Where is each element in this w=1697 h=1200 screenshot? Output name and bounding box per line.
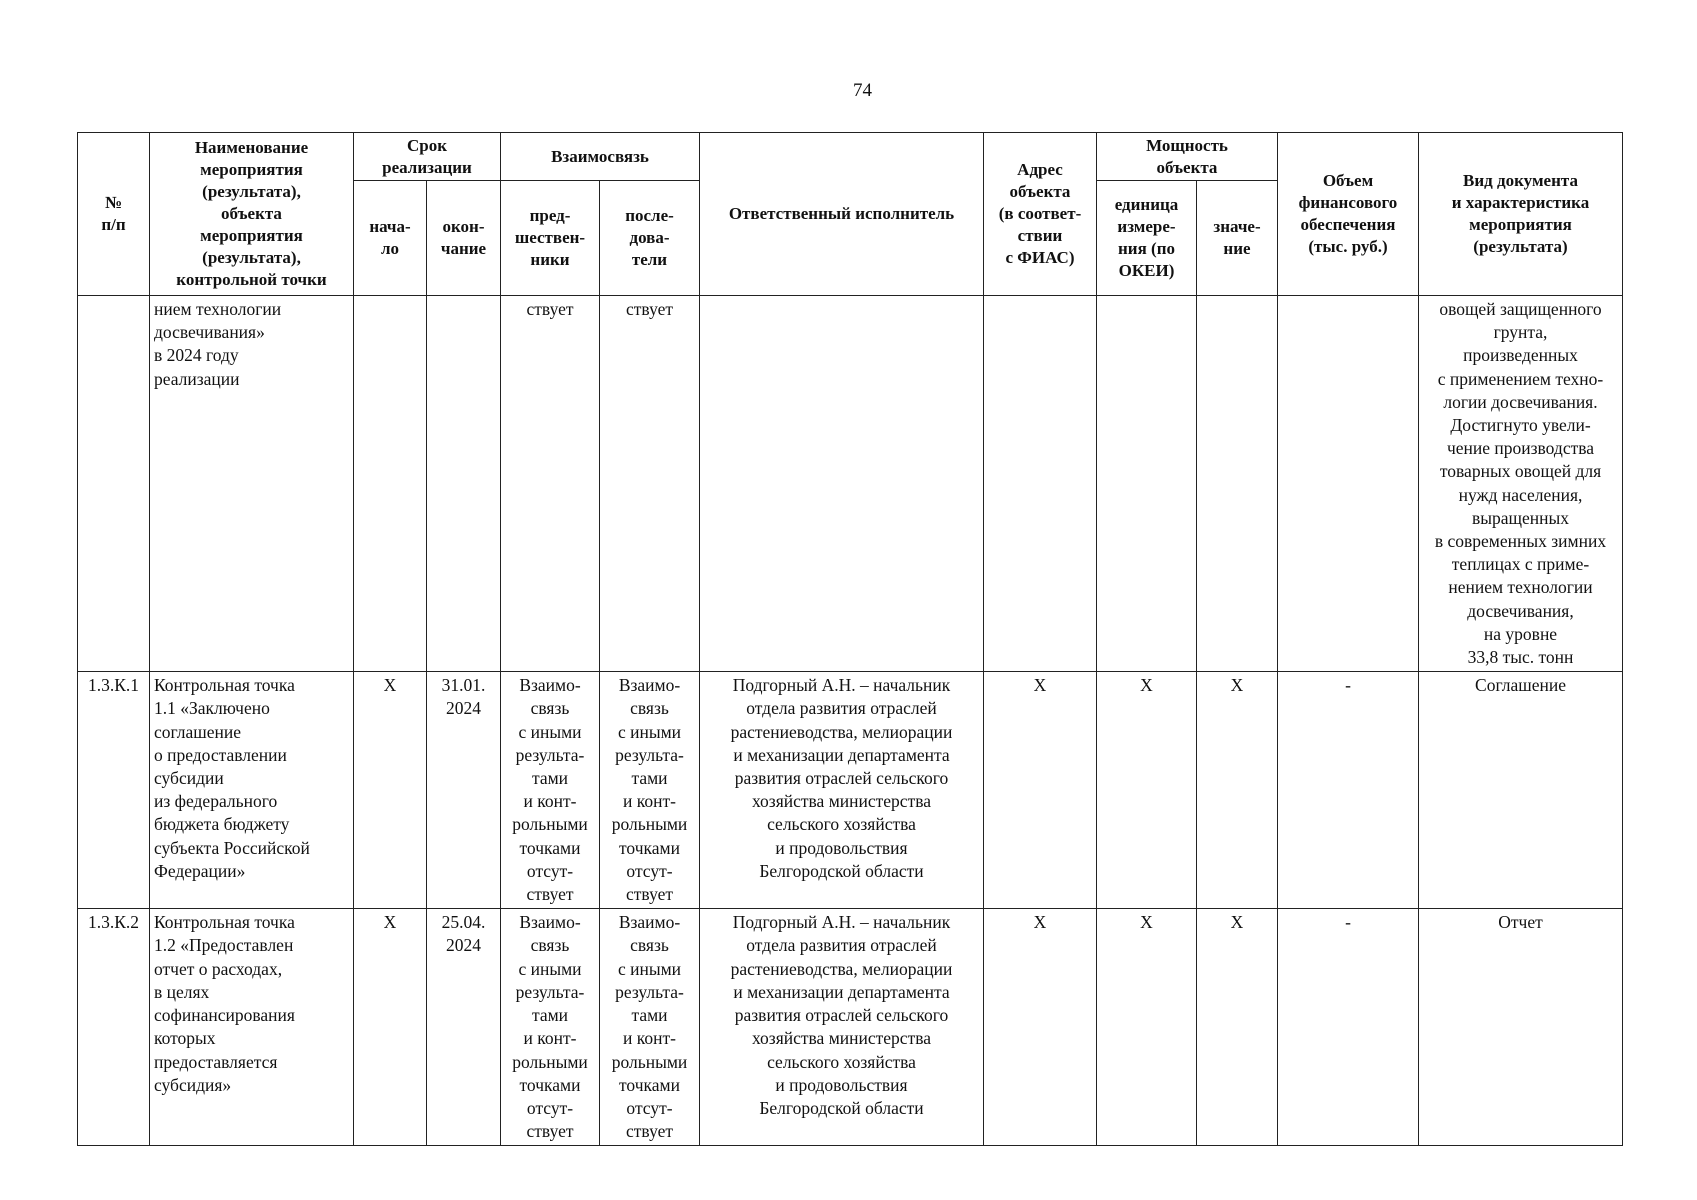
cell-doc: Соглашение <box>1419 672 1623 909</box>
cell-start: X <box>354 909 427 1146</box>
cell-prev: Взаимо- связь с иными результа- тами и конт- рольными точками отсут- ствует <box>501 672 600 909</box>
cell-doc: овощей защищенного грунта, произведенных с применением техно- логии досвечивания. Достигнуто увели- чение производства товарных овощей для нужд населения, выращенных в современных зимних теплицах с приме- нением технологии досвечивания, на уровне 33,8 тыс. тонн <box>1419 296 1623 672</box>
header-name: Наименование мероприятия (результата), объекта мероприятия (результата), контрольной точки <box>150 133 354 296</box>
header-relation-prev: пред- шествен- ники <box>501 181 600 296</box>
header-num: № п/п <box>78 133 150 296</box>
cell-finance: - <box>1278 909 1419 1146</box>
cell-name: Контрольная точка 1.1 «Заключено соглашение о предоставлении субсидии из федерального бюджета бюджету субъекта Российской Федерации» <box>150 672 354 909</box>
table-row <box>78 909 1623 1146</box>
cell-finance: - <box>1278 672 1419 909</box>
cell-unit: X <box>1097 672 1197 909</box>
header-executor: Ответственный исполнитель <box>700 133 984 296</box>
header-term: Срок реализации <box>354 133 501 181</box>
header-doc: Вид документа и характеристика мероприятия (результата) <box>1419 133 1623 296</box>
cell-prev: ствует <box>501 296 600 672</box>
cell-num <box>78 296 150 672</box>
cell-name: Контрольная точка 1.2 «Предоставлен отчет о расходах, в целях софинансирования которых предоставляется субсидия» <box>150 909 354 1146</box>
header-term-end: окон- чание <box>427 181 501 296</box>
cell-executor: Подгорный А.Н. – начальник отдела развития отраслей растениеводства, мелиорации и механизации департамента развития отраслей сельского хозяйства министерства сельского хозяйства и продовольствия Белгородской области <box>700 672 984 909</box>
cell-address: X <box>984 909 1097 1146</box>
cell-value <box>1197 296 1278 672</box>
cell-next: Взаимо- связь с иными результа- тами и конт- рольными точками отсут- ствует <box>600 909 700 1146</box>
header-address: Адрес объекта (в соответ- ствии с ФИАС) <box>984 133 1097 296</box>
header-finance: Объем финансового обеспечения (тыс. руб.) <box>1278 133 1419 296</box>
cell-value: X <box>1197 909 1278 1146</box>
page-number: 74 <box>853 80 872 101</box>
cell-num: 1.3.К.2 <box>78 909 150 1146</box>
cell-address <box>984 296 1097 672</box>
cell-end <box>427 296 501 672</box>
cell-name: нием технологии досвечивания» в 2024 году реализации <box>150 296 354 672</box>
cell-start: X <box>354 672 427 909</box>
header-capacity-value: значе- ние <box>1197 181 1278 296</box>
cell-end: 25.04. 2024 <box>427 909 501 1146</box>
cell-unit <box>1097 296 1197 672</box>
cell-unit: X <box>1097 909 1197 1146</box>
cell-next: Взаимо- связь с иными результа- тами и конт- рольными точками отсут- ствует <box>600 672 700 909</box>
header-relation: Взаимосвязь <box>501 133 700 181</box>
cell-executor: Подгорный А.Н. – начальник отдела развития отраслей растениеводства, мелиорации и механизации департамента развития отраслей сельского хозяйства министерства сельского хозяйства и продовольствия Белгородской области <box>700 909 984 1146</box>
cell-executor <box>700 296 984 672</box>
cell-address: X <box>984 672 1097 909</box>
cell-finance <box>1278 296 1419 672</box>
header-relation-next: после- дова- тели <box>600 181 700 296</box>
table-row <box>78 672 1623 909</box>
cell-start <box>354 296 427 672</box>
cell-doc: Отчет <box>1419 909 1623 1146</box>
events-table <box>77 132 1623 1146</box>
table-row <box>78 296 1623 672</box>
cell-value: X <box>1197 672 1278 909</box>
cell-prev: Взаимо- связь с иными результа- тами и конт- рольными точками отсут- ствует <box>501 909 600 1146</box>
header-capacity: Мощность объекта <box>1097 133 1278 181</box>
cell-num: 1.3.К.1 <box>78 672 150 909</box>
cell-next: ствует <box>600 296 700 672</box>
header-capacity-unit: единица измере- ния (по ОКЕИ) <box>1097 181 1197 296</box>
table-header <box>78 133 1623 296</box>
header-term-start: нача- ло <box>354 181 427 296</box>
cell-end: 31.01. 2024 <box>427 672 501 909</box>
